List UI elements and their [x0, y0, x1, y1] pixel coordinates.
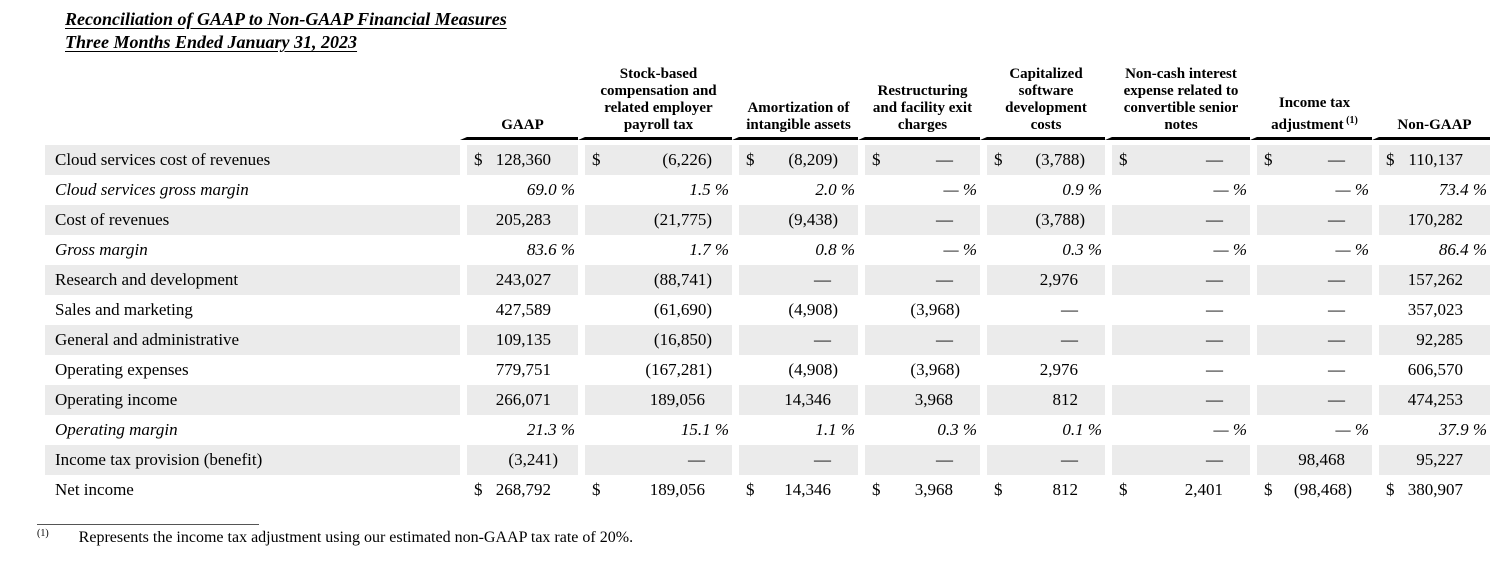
- cell-capitalized-software: [980, 445, 1105, 475]
- cell-value: 2.0 %: [815, 180, 855, 199]
- cell-value: — %: [1335, 240, 1369, 259]
- cell-value: 83.6 %: [526, 240, 575, 259]
- cell-capitalized-software: [980, 475, 1105, 505]
- cell-stock-based-compensation: [578, 235, 732, 265]
- cell-non-gaap: [1372, 475, 1490, 505]
- col-header-income-tax-adjustment: Income tax adjustment $^{(1)}$: [1250, 66, 1372, 140]
- cell-noncash-interest-expense: [1105, 265, 1250, 295]
- cell-noncash-interest-expense: [1105, 235, 1250, 265]
- col-header-gaap: GAAP: [460, 66, 578, 140]
- cell-value: 812: [1052, 390, 1078, 409]
- cell-value: 109,135: [495, 330, 551, 349]
- cell-value: 14,346: [784, 480, 831, 499]
- cell-restructuring-exit-charges: [858, 385, 980, 415]
- cell-value: (88,741): [653, 270, 712, 289]
- cell-amortization-intangibles: [732, 205, 858, 235]
- cell-stock-based-compensation: [578, 355, 732, 385]
- cell-noncash-interest-expense: [1105, 475, 1250, 505]
- cell-value: — %: [1213, 180, 1247, 199]
- cell-value: 98,468: [1298, 450, 1345, 469]
- cell-value: —: [814, 450, 831, 469]
- cell-value: —: [1328, 270, 1345, 289]
- cell-value: (8,209): [788, 150, 838, 169]
- cell-value: —: [1206, 390, 1223, 409]
- cell-non-gaap: [1372, 175, 1490, 205]
- footnote-marker: (1): [37, 528, 49, 539]
- dollar-sign: $: [746, 480, 755, 499]
- cell-value: (16,850): [653, 330, 712, 349]
- cell-gaap: [460, 235, 578, 265]
- cell-value: 189,056: [649, 390, 705, 409]
- cell-value: 15.1 %: [680, 420, 729, 439]
- cell-non-gaap: [1372, 265, 1490, 295]
- dollar-sign: $: [592, 480, 601, 499]
- cell-value: — %: [943, 180, 977, 199]
- cell-value: 0.3 %: [1062, 240, 1102, 259]
- cell-restructuring-exit-charges: [858, 415, 980, 445]
- cell-value: (9,438): [788, 210, 838, 229]
- cell-capitalized-software: [980, 175, 1105, 205]
- cell-value: 157,262: [1407, 270, 1463, 289]
- cell-restructuring-exit-charges: [858, 325, 980, 355]
- cell-amortization-intangibles: [732, 415, 858, 445]
- document-title: [65, 8, 1500, 54]
- cell-value: —: [936, 270, 953, 289]
- cell-value: — %: [943, 240, 977, 259]
- cell-value: 0.3 %: [937, 420, 977, 439]
- cell-income-tax-adjustment: [1250, 445, 1372, 475]
- cell-restructuring-exit-charges: [858, 445, 980, 475]
- cell-stock-based-compensation: [578, 475, 732, 505]
- col-header-capitalized-software: Capitalized software development costs: [980, 66, 1105, 140]
- cell-value: (4,908): [788, 360, 838, 379]
- cell-income-tax-adjustment: [1250, 355, 1372, 385]
- col-header-row-label: [45, 66, 460, 140]
- table-row: [45, 145, 1490, 175]
- cell-value: 779,751: [495, 360, 551, 379]
- cell-income-tax-adjustment: [1250, 205, 1372, 235]
- table-row: [45, 355, 1490, 385]
- row-label: Cloud services cost of revenues: [45, 145, 460, 175]
- cell-value: (21,775): [653, 210, 712, 229]
- cell-value: —: [936, 450, 953, 469]
- cell-gaap: [460, 265, 578, 295]
- cell-noncash-interest-expense: [1105, 385, 1250, 415]
- cell-income-tax-adjustment: [1250, 325, 1372, 355]
- cell-value: 268,792: [495, 480, 551, 499]
- cell-value: —: [1328, 390, 1345, 409]
- cell-value: (167,281): [645, 360, 712, 379]
- dollar-sign: $: [746, 150, 755, 169]
- cell-amortization-intangibles: [732, 385, 858, 415]
- cell-value: —: [1206, 360, 1223, 379]
- cell-value: —: [936, 150, 953, 169]
- cell-income-tax-adjustment: [1250, 235, 1372, 265]
- table-row: [45, 265, 1490, 295]
- cell-value: 0.9 %: [1062, 180, 1102, 199]
- cell-value: 1.1 %: [815, 420, 855, 439]
- cell-gaap: [460, 385, 578, 415]
- cell-value: —: [1206, 300, 1223, 319]
- cell-gaap: [460, 445, 578, 475]
- cell-value: 128,360: [495, 150, 551, 169]
- table-row: [45, 415, 1490, 445]
- cell-non-gaap: [1372, 325, 1490, 355]
- table-body: [45, 140, 1490, 505]
- dollar-sign: $: [994, 150, 1003, 169]
- cell-capitalized-software: [980, 325, 1105, 355]
- cell-gaap: [460, 415, 578, 445]
- cell-restructuring-exit-charges: [858, 205, 980, 235]
- cell-noncash-interest-expense: [1105, 145, 1250, 175]
- cell-stock-based-compensation: [578, 145, 732, 175]
- cell-capitalized-software: [980, 235, 1105, 265]
- col-header-restructuring-exit-charges: Restructuring and facility exit charges: [858, 66, 980, 140]
- cell-value: 266,071: [495, 390, 551, 409]
- dollar-sign: $: [1264, 480, 1273, 499]
- col-header-noncash-interest-expense: Non-cash interest expense related to convertible senior notes: [1105, 66, 1250, 140]
- cell-stock-based-compensation: [578, 175, 732, 205]
- col-header-amortization-intangibles: Amortization of intangible assets: [732, 66, 858, 140]
- cell-income-tax-adjustment: [1250, 265, 1372, 295]
- cell-restructuring-exit-charges: [858, 355, 980, 385]
- cell-value: 86.4 %: [1438, 240, 1487, 259]
- cell-income-tax-adjustment: [1250, 385, 1372, 415]
- cell-stock-based-compensation: [578, 265, 732, 295]
- cell-restructuring-exit-charges: [858, 145, 980, 175]
- cell-amortization-intangibles: [732, 355, 858, 385]
- cell-value: —: [1061, 300, 1078, 319]
- cell-non-gaap: [1372, 235, 1490, 265]
- cell-value: —: [688, 450, 705, 469]
- cell-noncash-interest-expense: [1105, 295, 1250, 325]
- cell-value: 21.3 %: [526, 420, 575, 439]
- reconciliation-table: [45, 66, 1490, 505]
- row-label: Operating expenses: [55, 360, 189, 379]
- table-row: [45, 235, 1490, 265]
- dollar-sign: $: [1386, 480, 1395, 499]
- cell-restructuring-exit-charges: [858, 295, 980, 325]
- cell-non-gaap: [1372, 385, 1490, 415]
- cell-value: — %: [1335, 420, 1369, 439]
- document-page: [0, 8, 1500, 547]
- cell-value: 3,968: [914, 390, 953, 409]
- header-row: [45, 66, 1490, 140]
- cell-restructuring-exit-charges: [858, 265, 980, 295]
- dollar-sign: $: [1119, 150, 1128, 169]
- cell-value: 0.8 %: [815, 240, 855, 259]
- cell-gaap: [460, 355, 578, 385]
- cell-restructuring-exit-charges: [858, 475, 980, 505]
- cell-value: —: [936, 210, 953, 229]
- cell-amortization-intangibles: [732, 175, 858, 205]
- cell-value: —: [1328, 330, 1345, 349]
- cell-income-tax-adjustment: [1250, 175, 1372, 205]
- cell-value: 474,253: [1407, 390, 1463, 409]
- dollar-sign: $: [474, 150, 483, 169]
- cell-value: (3,788): [1035, 210, 1085, 229]
- cell-stock-based-compensation: [578, 445, 732, 475]
- cell-value: —: [1328, 150, 1345, 169]
- cell-gaap: [460, 175, 578, 205]
- col-header-non-gaap: Non-GAAP: [1372, 66, 1490, 140]
- cell-value: —: [1328, 300, 1345, 319]
- cell-value: (3,788): [1035, 150, 1085, 169]
- cell-gaap: [460, 205, 578, 235]
- cell-value: —: [1061, 330, 1078, 349]
- cell-capitalized-software: [980, 205, 1105, 235]
- cell-capitalized-software: [980, 415, 1105, 445]
- cell-non-gaap: [1372, 205, 1490, 235]
- title-line-2: Three Months Ended January 31, 2023: [65, 32, 358, 52]
- cell-amortization-intangibles: [732, 325, 858, 355]
- table-row: [45, 445, 1490, 475]
- cell-capitalized-software: [980, 385, 1105, 415]
- cell-value: —: [814, 270, 831, 289]
- table-row: [45, 475, 1490, 505]
- cell-stock-based-compensation: [578, 325, 732, 355]
- cell-stock-based-compensation: [578, 205, 732, 235]
- cell-value: —: [1206, 330, 1223, 349]
- cell-value: (4,908): [788, 300, 838, 319]
- footnote-rule: [37, 524, 259, 525]
- cell-value: 1.5 %: [689, 180, 729, 199]
- cell-income-tax-adjustment: [1250, 295, 1372, 325]
- cell-restructuring-exit-charges: [858, 235, 980, 265]
- footnote-text: Represents the income tax adjustment using our estimated non-GAAP tax rate of 20%.: [78, 529, 634, 547]
- cell-noncash-interest-expense: [1105, 445, 1250, 475]
- cell-value: —: [1206, 210, 1223, 229]
- cell-noncash-interest-expense: [1105, 415, 1250, 445]
- row-label: Income tax provision (benefit): [45, 445, 460, 475]
- cell-capitalized-software: [980, 145, 1105, 175]
- cell-income-tax-adjustment: [1250, 475, 1372, 505]
- cell-capitalized-software: [980, 355, 1105, 385]
- table-row: [45, 175, 1490, 205]
- cell-gaap: [460, 295, 578, 325]
- table-row: [45, 295, 1490, 325]
- cell-amortization-intangibles: [732, 475, 858, 505]
- footnote-reference: (1): [1343, 115, 1358, 126]
- row-label: Cost of revenues: [45, 205, 460, 235]
- cell-noncash-interest-expense: [1105, 205, 1250, 235]
- cell-gaap: [460, 145, 578, 175]
- cell-amortization-intangibles: [732, 265, 858, 295]
- dollar-sign: $: [592, 150, 601, 169]
- title-line-1: Reconciliation of GAAP to Non-GAAP Financial Measures: [65, 9, 507, 29]
- cell-value: 0.1 %: [1062, 420, 1102, 439]
- cell-income-tax-adjustment: [1250, 415, 1372, 445]
- cell-value: 2,401: [1184, 480, 1223, 499]
- cell-stock-based-compensation: [578, 295, 732, 325]
- cell-non-gaap: [1372, 145, 1490, 175]
- cell-gaap: [460, 325, 578, 355]
- row-label: Net income: [55, 480, 134, 499]
- cell-value: 92,285: [1416, 330, 1463, 349]
- cell-value: (98,468): [1293, 480, 1352, 499]
- cell-amortization-intangibles: [732, 145, 858, 175]
- row-label: Research and development: [45, 265, 460, 295]
- cell-value: 95,227: [1416, 450, 1463, 469]
- dollar-sign: $: [1386, 150, 1395, 169]
- row-label: Cloud services gross margin: [55, 180, 249, 199]
- cell-gaap: [460, 475, 578, 505]
- footnote: [37, 524, 1500, 547]
- cell-value: 243,027: [495, 270, 551, 289]
- cell-value: 3,968: [914, 480, 953, 499]
- cell-stock-based-compensation: [578, 385, 732, 415]
- cell-value: —: [1061, 450, 1078, 469]
- col-header-stock-based-compensation: Stock-based compensation and related employer payroll tax: [578, 66, 732, 140]
- cell-value: — %: [1335, 180, 1369, 199]
- cell-value: 2,976: [1039, 270, 1078, 289]
- cell-value: —: [1206, 450, 1223, 469]
- cell-non-gaap: [1372, 295, 1490, 325]
- cell-non-gaap: [1372, 355, 1490, 385]
- cell-restructuring-exit-charges: [858, 175, 980, 205]
- row-label: Operating income: [45, 385, 460, 415]
- cell-value: 357,023: [1407, 300, 1463, 319]
- row-label: Gross margin: [55, 240, 148, 259]
- cell-value: 1.7 %: [689, 240, 729, 259]
- cell-noncash-interest-expense: [1105, 175, 1250, 205]
- table-row: [45, 385, 1490, 415]
- cell-value: 189,056: [649, 480, 705, 499]
- dollar-sign: $: [994, 480, 1003, 499]
- cell-value: 73.4 %: [1438, 180, 1487, 199]
- cell-non-gaap: [1372, 415, 1490, 445]
- cell-value: 110,137: [1408, 150, 1463, 169]
- cell-value: —: [1328, 360, 1345, 379]
- cell-capitalized-software: [980, 265, 1105, 295]
- cell-noncash-interest-expense: [1105, 325, 1250, 355]
- cell-value: (3,968): [910, 360, 960, 379]
- cell-value: —: [936, 330, 953, 349]
- dollar-sign: $: [1119, 480, 1128, 499]
- row-label: Operating margin: [55, 420, 178, 439]
- cell-capitalized-software: [980, 295, 1105, 325]
- cell-stock-based-compensation: [578, 415, 732, 445]
- cell-value: —: [1206, 150, 1223, 169]
- cell-value: 606,570: [1407, 360, 1463, 379]
- cell-value: —: [814, 330, 831, 349]
- cell-value: — %: [1213, 240, 1247, 259]
- dollar-sign: $: [872, 480, 881, 499]
- dollar-sign: $: [474, 480, 483, 499]
- cell-value: (6,226): [662, 150, 712, 169]
- cell-value: 14,346: [784, 390, 831, 409]
- cell-value: —: [1328, 210, 1345, 229]
- table-row: [45, 325, 1490, 355]
- cell-value: 170,282: [1407, 210, 1463, 229]
- cell-value: 37.9 %: [1438, 420, 1487, 439]
- cell-amortization-intangibles: [732, 235, 858, 265]
- cell-amortization-intangibles: [732, 445, 858, 475]
- cell-value: (61,690): [653, 300, 712, 319]
- cell-value: 69.0 %: [526, 180, 575, 199]
- table-row: [45, 205, 1490, 235]
- cell-noncash-interest-expense: [1105, 355, 1250, 385]
- cell-amortization-intangibles: [732, 295, 858, 325]
- dollar-sign: $: [872, 150, 881, 169]
- row-label: Sales and marketing: [55, 300, 193, 319]
- cell-value: 2,976: [1039, 360, 1078, 379]
- dollar-sign: $: [1264, 150, 1273, 169]
- cell-income-tax-adjustment: [1250, 145, 1372, 175]
- cell-value: 205,283: [495, 210, 551, 229]
- cell-value: 427,589: [495, 300, 551, 319]
- cell-value: 812: [1052, 480, 1078, 499]
- cell-value: (3,241): [508, 450, 558, 469]
- table-header: [45, 66, 1490, 140]
- cell-value: 380,907: [1407, 480, 1463, 499]
- cell-value: — %: [1213, 420, 1247, 439]
- cell-value: (3,968): [910, 300, 960, 319]
- cell-value: —: [1206, 270, 1223, 289]
- row-label: General and administrative: [45, 325, 460, 355]
- cell-non-gaap: [1372, 445, 1490, 475]
